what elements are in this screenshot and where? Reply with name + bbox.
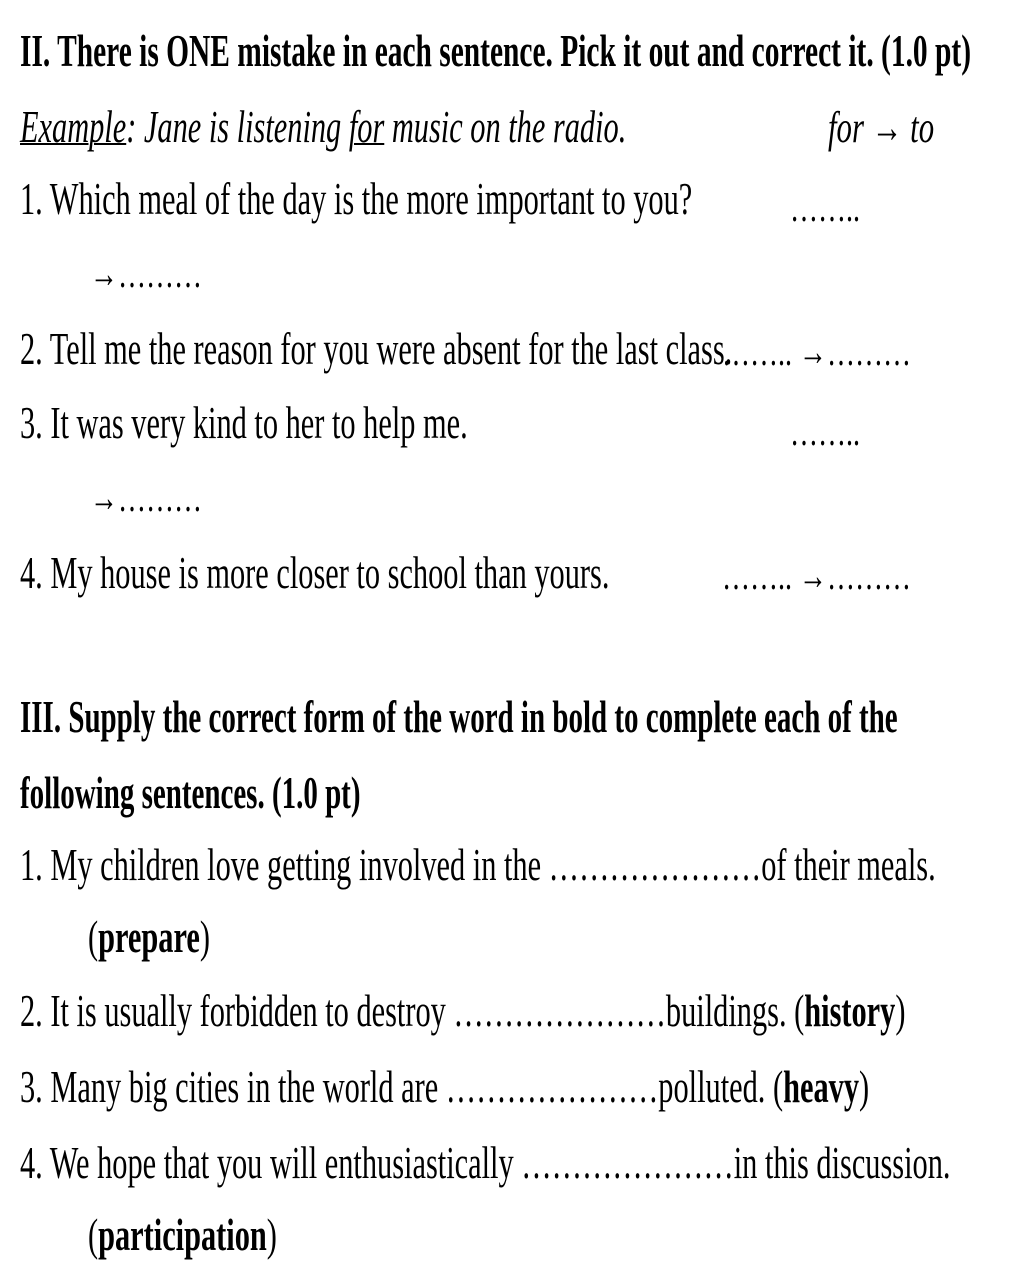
s2-item-2: 2. Tell me the reason for you were absent for the last class.	[20, 323, 733, 374]
section3-heading-line2: following sentences. (1.0 pt)	[20, 767, 361, 818]
s3-item-1: 1. My children love getting involved in the …………………of their meals.	[20, 839, 936, 890]
s2-item-1: 1. Which meal of the day is the more important to you?	[20, 173, 693, 224]
s3-item-2-word: history	[804, 985, 896, 1036]
s3-item-4: 4. We hope that you will enthusiastically …………………in this discussion.	[20, 1137, 951, 1188]
s3-item-1-hint: (prepare)	[88, 911, 210, 962]
s3-item-3-word: heavy	[783, 1061, 859, 1112]
s3-item-4-hint: (participation)	[88, 1209, 277, 1260]
example-underlined-word: for	[348, 101, 385, 152]
s2-item-4-blank: …….. →………	[722, 553, 911, 598]
s2-item-4: 4. My house is more closer to school than yours.	[20, 547, 610, 598]
section2-heading: II. There is ONE mistake in each sentence. Pick it out and correct it. (1.0 pt)	[20, 25, 971, 76]
s3-item-3: 3. Many big cities in the world are …………………polluted. (heavy)	[20, 1061, 870, 1112]
s3-item-2: 2. It is usually forbidden to destroy …………………buildings. (history)	[20, 985, 906, 1036]
s2-item-3-correction: →………	[90, 475, 202, 520]
example-label: Example	[20, 101, 127, 152]
s2-item-2-blank: …….. →………	[722, 329, 911, 374]
s2-item-1-correction: →………	[90, 251, 202, 296]
s2-item-3-blank: ……..	[790, 409, 860, 454]
example-answer: for → to	[828, 103, 935, 152]
example-sentence: Example: Jane is listening for music on the radio.	[20, 101, 627, 152]
s2-item-3: 3. It was very kind to her to help me.	[20, 397, 468, 448]
s2-item-1-blank: ……..	[790, 185, 860, 230]
s3-item-1-word: prepare	[98, 911, 200, 962]
section3-heading-line1: III. Supply the correct form of the word in bold to complete each of the	[20, 691, 898, 742]
s3-item-4-word: participation	[98, 1209, 267, 1260]
